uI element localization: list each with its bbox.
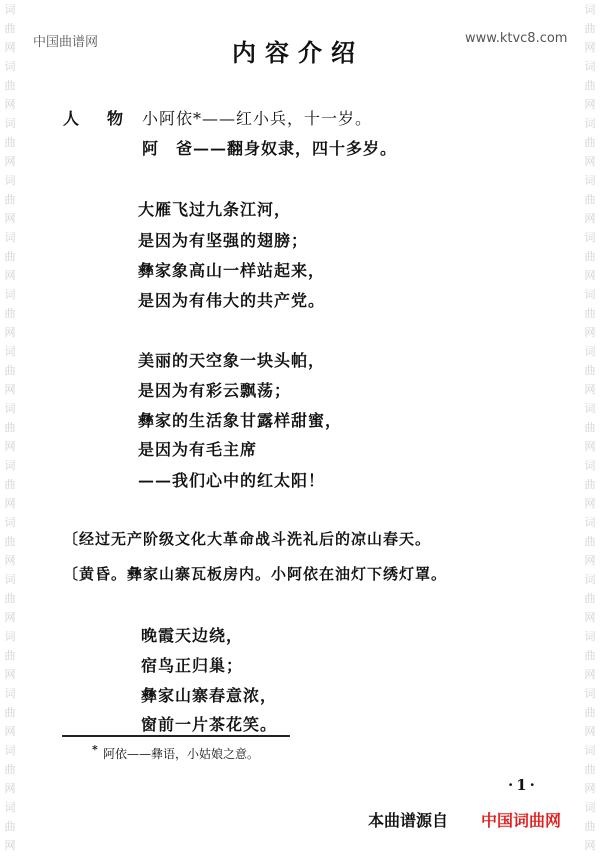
song-line: 宿鸟正归巢； <box>141 656 244 675</box>
poem-line: 彝家的生活象甘露样甜蜜， <box>138 411 343 430</box>
stage-direction: 〔经过无产阶级文化大革命战斗洗礼后的凉山春天。 <box>63 530 432 548</box>
side-watermark-right: 词 曲 网 词 曲 网 词 曲 网 词 曲 网 词 曲 网 词 曲 网 词 曲 网 词 曲 网 词 曲 网 词 曲 网 词 曲 网 词 曲 网 词 曲 网 词 曲 网 词 曲 网 <box>584 3 596 852</box>
song-line: 彝家山寨春意浓， <box>141 686 278 705</box>
character-row-1 <box>142 106 372 129</box>
stage-direction: 〔黄昏。彝家山寨瓦板房内。小阿依在油灯下绣灯罩。 <box>63 565 448 583</box>
poem-line: 是因为有伟大的共产党。 <box>138 291 326 310</box>
page-number: ·1· <box>508 776 538 794</box>
character-desc: ——翻身奴隶，四十多岁。 <box>193 139 398 158</box>
footnote-marker: * <box>92 743 98 756</box>
character-desc: ——红小兵，十一岁。 <box>202 109 373 128</box>
source-label: 本曲谱源自 <box>368 811 449 830</box>
poem-line: 彝家象高山一样站起来， <box>138 261 326 280</box>
source-site-link[interactable]: 中国词曲网 <box>481 811 562 830</box>
poem-line: ——我们心中的红太阳！ <box>138 471 326 490</box>
characters-label: 人 物 <box>63 109 130 128</box>
side-watermark-left: 词 曲 网 词 曲 网 词 曲 网 词 曲 网 词 曲 网 词 曲 网 词 曲 网 词 曲 网 词 曲 网 词 曲 网 词 曲 网 词 曲 网 词 曲 网 词 曲 网 词 曲 网 <box>4 3 16 852</box>
watermark-top-left: 中国曲谱网 <box>33 35 99 50</box>
footnote-divider <box>62 735 290 737</box>
song-line: 窗前一片茶花笑。 <box>141 715 278 734</box>
watermark-top-right: www.ktvc8.com <box>465 31 568 46</box>
song-line: 晚霞天边绕， <box>141 626 244 645</box>
poem-line: 美丽的天空象一块头帕， <box>138 351 326 370</box>
character-name: 小阿依* <box>142 109 203 128</box>
character-row-2 <box>142 136 397 159</box>
poem-line: 是因为有毛主席 <box>138 440 258 459</box>
page-title: 内容介绍 <box>232 38 364 67</box>
character-name: 阿 爸 <box>142 139 194 158</box>
poem-line: 大雁飞过九条江河， <box>138 200 292 219</box>
poem-line: 是因为有坚强的翅膀； <box>138 231 309 250</box>
footnote-text: 阿依——彝语，小姑娘之意。 <box>103 747 260 761</box>
poem-line: 是因为有彩云飘荡； <box>138 381 292 400</box>
